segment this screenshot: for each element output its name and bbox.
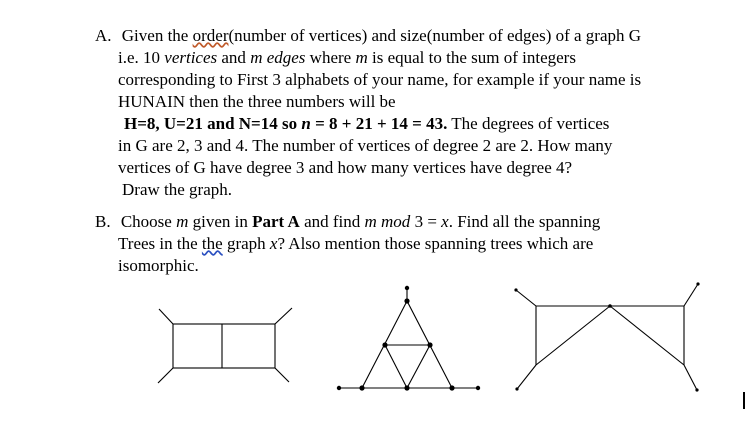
part-a-line-8: Draw the graph. [122,180,232,199]
trapezoid-graph-vertex [696,282,699,285]
text-cursor [743,392,745,409]
triangle-graph-inner-left [385,345,407,388]
rectangle-graph [158,308,292,383]
part-a-line-6: in G are 2, 3 and 4. The number of vertices of degree 2 are 2. How many [118,136,613,155]
part-a-line-5: H=8, U=21 and N=14 so n = 8 + 21 + 14 = 43. The degrees of vertices [124,114,610,133]
order-word: order [192,26,229,45]
part-a-line-2: i.e. 10 vertices and m edges where m is equal to the sum of integers [118,48,576,67]
part-a-line-4: HUNAIN then the three numbers will be [118,92,396,111]
trapezoid-graph-pendant-tr [684,284,698,306]
trapezoid-graph [516,284,698,390]
triangle-graph-vertex [382,342,387,347]
repeated-the-word: the [201,234,223,253]
trapezoid-graph-vertex [514,288,517,291]
triangle-graph-vertex [476,386,480,390]
triangle-graph-vertex [404,298,409,303]
part-a-marker: A. [95,26,112,45]
trapezoid-graph-pendant-bl [517,365,536,389]
triangle-graph-vertex [449,385,454,390]
rectangle-graph-pendant-bl [158,368,173,383]
part-a-line-7: vertices of G have degree 3 and how many vertices have degree 4? [118,158,573,177]
trapezoid-graph-diagonal-right [610,306,684,365]
trapezoid-graph-vertex [515,387,518,390]
trapezoid-graph-vertex [695,388,698,391]
trapezoid-graph-diagonal-left [536,306,610,365]
trapezoid-graph-vertex [608,304,612,308]
triangle-graph-inner-right [407,345,430,388]
triangle-graph-vertex [337,386,341,390]
part-a-line-1: A. Given the order(number of vertices) and size(number of edges) of a graph G [95,26,642,45]
part-b-line-1: B. Choose m given in Part A and find m mod 3 = x. Find all the spanning [95,212,601,231]
part-b-line-2: Trees in the the graph x? Also mention those spanning trees which are [118,234,594,253]
triangle-graph-vertex [404,385,409,390]
rectangle-graph-outer-cycle [173,324,275,368]
rectangle-graph-pendant-tl [159,309,173,324]
trapezoid-graph-pendant-tl [516,290,536,306]
part-a-line-3: corresponding to First 3 alphabets of your name, for example if your name is [118,70,642,89]
triangle-graph-vertex [405,286,409,290]
rectangle-graph-pendant-tr [275,308,292,324]
part-b-line-3: isomorphic. [118,256,199,275]
triangle-graph-vertex [359,385,364,390]
triangle-graph-vertex [427,342,432,347]
part-b-marker: B. [95,212,111,231]
rectangle-graph-pendant-br [275,368,289,382]
trapezoid-graph-pendant-br [684,365,697,390]
